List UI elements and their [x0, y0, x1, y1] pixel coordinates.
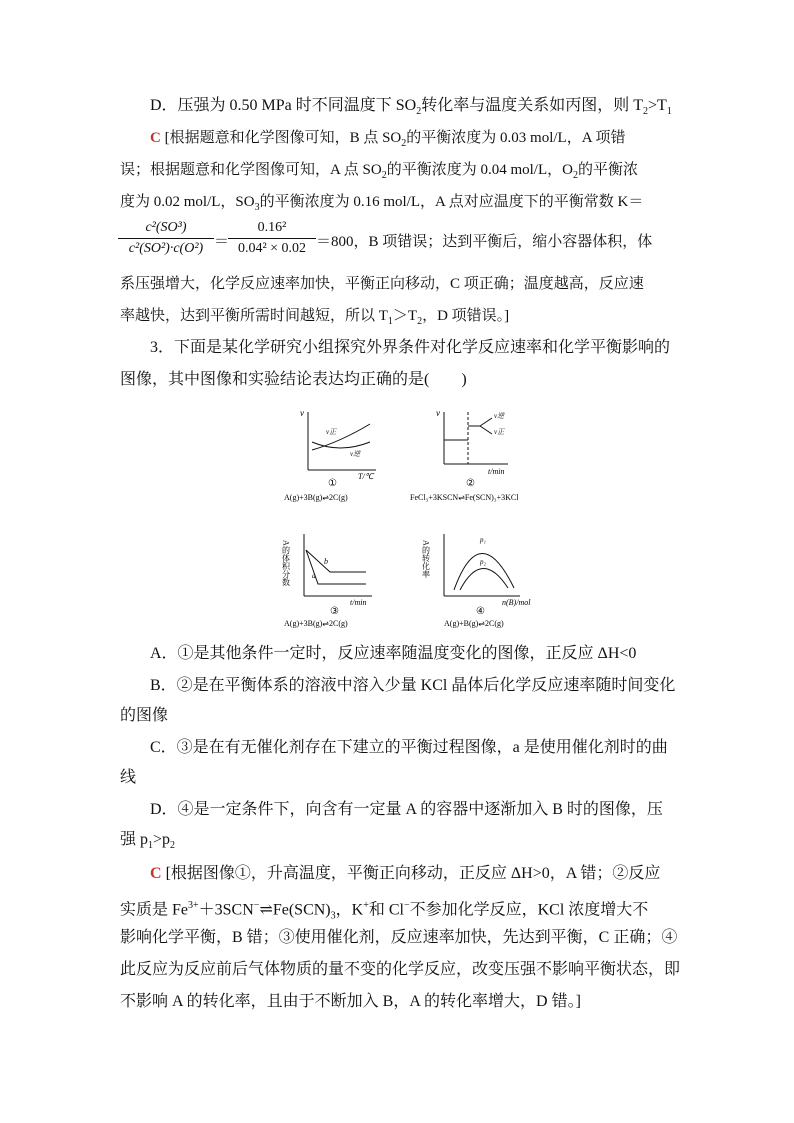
- question-3-cont: [120, 366, 680, 394]
- graph-number: ②: [466, 478, 475, 489]
- option-c: [150, 734, 710, 762]
- graph-1: [280, 402, 390, 502]
- curve-label: b: [324, 557, 328, 566]
- fraction-value: [228, 218, 316, 259]
- text: 不参加化学反应，KCl 浓度增大不: [409, 901, 649, 919]
- option-d-cont: 强 $p_1>p_2$: [120, 831, 176, 852]
- answer-letter: C: [150, 865, 162, 882]
- answer-letter: C: [150, 130, 161, 146]
- graph-equation: A(g)+3B(g)⇌2C(g): [284, 493, 348, 502]
- text: 线: [120, 769, 137, 786]
- explanation-line: [120, 956, 680, 984]
- text: 实质是 Fe: [120, 901, 189, 919]
- answer-line-1: C [根据题意和化学图像可知，B 点 $SO_2$的平衡浓度为 0.03 mol/L，A 项错: [150, 130, 626, 149]
- explanation-line: [316, 228, 676, 256]
- question-3: [150, 334, 710, 362]
- text: 的图像: [120, 707, 169, 724]
- text: ，K: [335, 901, 364, 919]
- curve-label: a: [312, 572, 316, 580]
- graph-equation: A(g)+3B(g)⇌2C(g): [284, 619, 348, 628]
- option-a: [150, 640, 710, 668]
- fraction-numerator: 0.16²: [228, 218, 316, 239]
- text: 的平衡浓度为 0.04 mol/L，O: [386, 162, 573, 178]
- text: ＞T: [392, 308, 418, 324]
- axis-y-label: v: [300, 408, 304, 418]
- axis-y-label: A的体积分数: [281, 540, 291, 586]
- text: 强 p: [120, 831, 149, 848]
- text: 误；根据题意和化学图像可知，A 点 SO: [120, 162, 382, 178]
- fraction-denominator: c²(SO²)·c(O²): [128, 241, 204, 256]
- curve-label: p₁: [480, 536, 486, 544]
- axis-x-label: T/℃: [358, 472, 374, 481]
- option-b-cont: [120, 702, 680, 730]
- text: >T: [648, 97, 667, 114]
- graph-3: [280, 528, 390, 628]
- text: C．③是在有无催化剂存在下建立的平衡过程图像，a 是使用催化剂时的曲: [150, 739, 668, 756]
- fraction-denominator: 0.04² × 0.02: [237, 241, 307, 256]
- explanation-line: 误；根据题意和化学图像可知，A 点 $SO_2$的平衡浓度为 0.04 mol/L，$O_2$的平衡浓: [120, 162, 638, 181]
- curve-label: p₂: [480, 558, 486, 566]
- text: A．①是其他条件一定时，反应速率随温度变化的图像，正反应 ΔH<0: [150, 645, 637, 662]
- option-d-previous: D．压强为 0.50 MPa 时不同温度下 $SO_2$转化率与温度关系如丙图，则 $T_2>T_1$: [150, 97, 672, 118]
- text: [根据题意和化学图像可知，B 点 SO: [164, 130, 402, 146]
- graph-number: ①: [328, 478, 337, 489]
- answer-line-2: [150, 860, 710, 888]
- text: 和 Cl: [368, 901, 404, 919]
- text: B．②是在平衡体系的溶液中溶入少量 KCl 晶体后化学反应速率随时间变化: [150, 677, 676, 694]
- curve-label: v正: [326, 428, 337, 436]
- text: 系压强增大，化学反应速率加快，平衡正向移动，C 项正确；温度越高，反应速: [120, 276, 644, 292]
- fraction-numerator: c²(SO³): [118, 218, 214, 239]
- axis-y-label: v: [436, 408, 440, 418]
- curve-label: v正: [494, 428, 505, 436]
- axis-x-label: n(B)/mol: [502, 598, 531, 607]
- text: 的平衡浓度为 0.16 mol/L，A 点对应温度下的平衡常数 K＝: [259, 194, 644, 210]
- explanation-line: 度为 0.02 mol/L，$SO_3$的平衡浓度为 0.16 mol/L，A 点对应温度下的平衡常数 K＝: [120, 194, 644, 213]
- graph-number: ④: [476, 606, 485, 617]
- graph-4: [420, 528, 550, 628]
- text: 度为 0.02 mol/L，SO: [120, 194, 255, 210]
- text: [根据图像①，升高温度，平衡正向移动，正反应 ΔH>0，A 错；②反应: [165, 865, 661, 882]
- option-c-cont: [120, 764, 680, 792]
- explanation-line: [120, 988, 680, 1016]
- equals-sign: ＝: [214, 234, 230, 250]
- axis-x-label: t/min: [488, 467, 505, 476]
- explanation-line: 率越快，达到平衡所需时间越短，所以 $T_1>T_2$，D 项错误。]: [120, 308, 510, 327]
- text: 3．下面是某化学研究小组探究外界条件对化学反应速率和化学平衡影响的: [150, 339, 671, 356]
- text: 的平衡浓: [577, 162, 638, 178]
- text: 图像，其中图像和实验结论表达均正确的是( ): [120, 371, 467, 388]
- text: 转化率与温度关系如丙图，则 T: [421, 97, 644, 114]
- text: D．④是一定条件下，向含有一定量 A 的容器中逐渐加入 B 时的图像，压: [150, 801, 663, 818]
- text: ，D 项错误。]: [422, 308, 510, 324]
- explanation-line: 实质是 $Fe^{3+}+3SCN^-\rightleftharpoons Fe(SCN)_3$，K+和 Cl−不参加化学反应，KCl 浓度增大不: [120, 900, 649, 922]
- axis-y-label: A的转化率: [421, 540, 431, 578]
- text: ＋3SCN: [198, 901, 254, 919]
- graph-equation: A(g)+B(g)⇌2C(g): [444, 619, 504, 628]
- text: D．压强为 0.50 MPa 时不同温度下 SO: [150, 97, 417, 114]
- explanation-line: [120, 270, 680, 298]
- text: 影响化学平衡，B 错；③使用催化剂，反应速率加快，先达到平衡，C 正确；④: [120, 929, 678, 946]
- text: 率越快，达到平衡所需时间越短，所以 T: [120, 308, 388, 324]
- graph-equation: FeCl₃+3KSCN⇌Fe(SCN)₃+3KCl: [410, 493, 519, 502]
- text: 不影响 A 的转化率，且由于不断加入 B，A 的转化率增大，D 错。]: [120, 993, 581, 1010]
- graph-2: [408, 402, 558, 502]
- text: ＝800，B 项错误；达到平衡后，缩小容器体积，体: [316, 234, 653, 250]
- text: 的平衡浓度为 0.03 mol/L，A 项错: [406, 130, 626, 146]
- text: Fe(SCN): [272, 901, 331, 919]
- option-d: [150, 796, 710, 824]
- fraction-k: [118, 218, 214, 259]
- graph-number: ③: [330, 606, 339, 617]
- text: >p: [153, 831, 171, 848]
- text: 此反应为反应前后气体物质的量不变的化学反应，改变压强不影响平衡状态，即: [120, 961, 681, 978]
- explanation-line: [120, 924, 680, 952]
- axis-x-label: t/min: [350, 598, 367, 607]
- option-b: [150, 672, 710, 700]
- curve-label: v逆: [494, 412, 505, 420]
- curve-label: v逆: [350, 450, 361, 458]
